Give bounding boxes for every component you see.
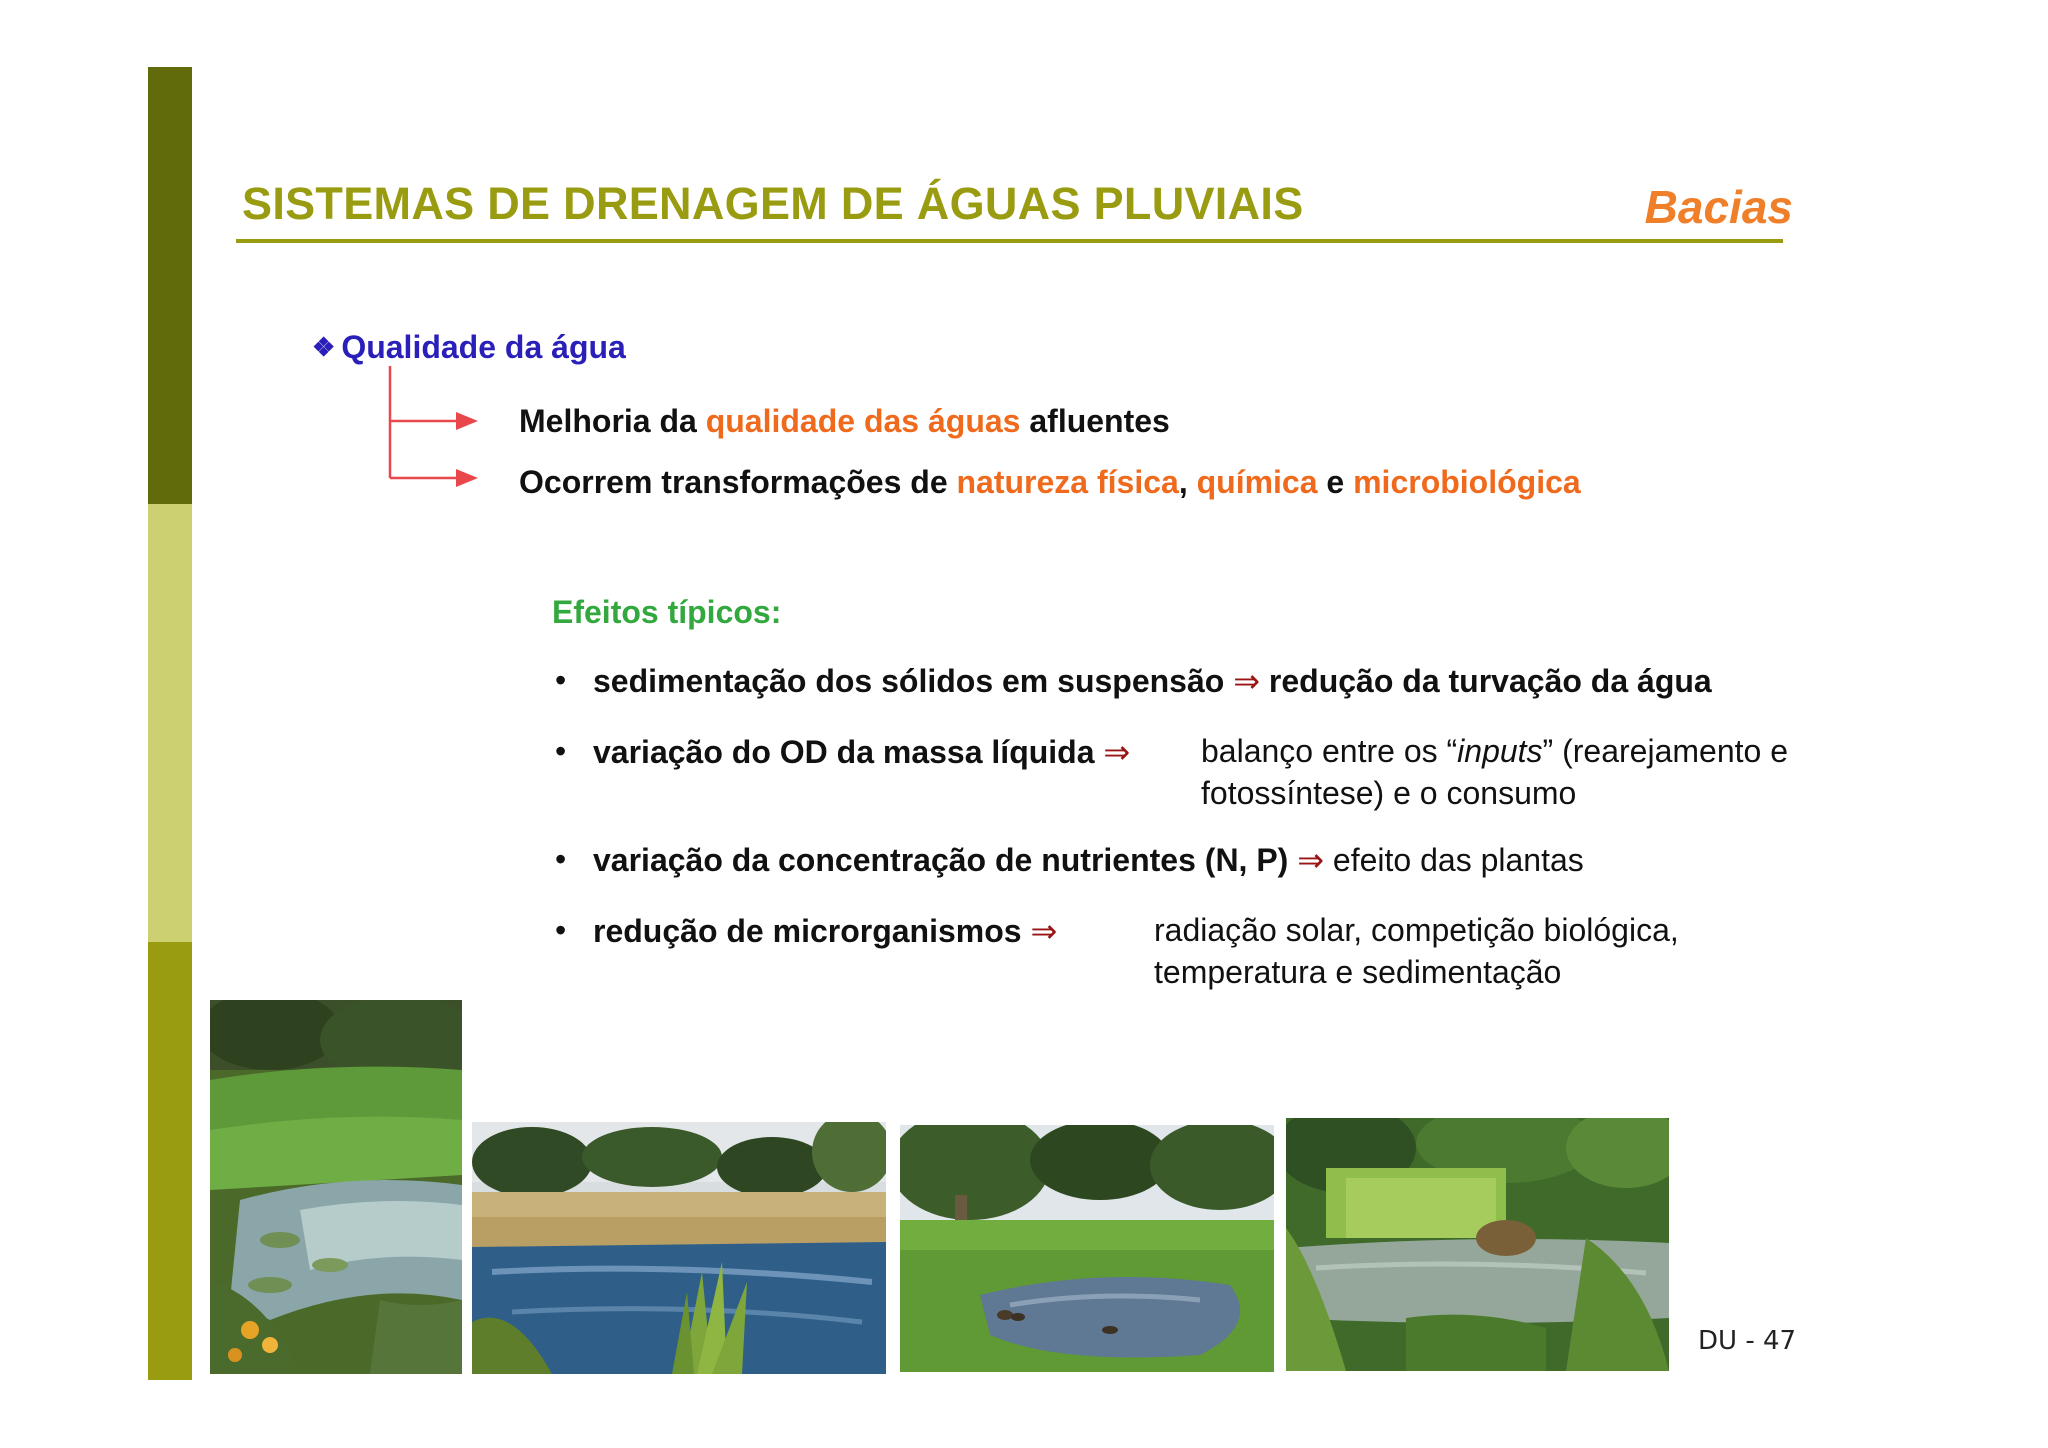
bullet-dot: • [555,733,567,769]
quality-line-improvement [519,403,1170,440]
effect-lead: variação do OD da massa líquida ⇒ [593,734,1131,770]
line1-text-a: Melhoria da [519,403,706,439]
sidebar-bar-light [148,504,192,942]
bullet-dot: • [555,662,567,698]
section-label: Bacias [1644,181,1793,233]
effects-heading: Efeitos típicos: [552,594,782,630]
branch-connector-icon [378,362,488,492]
line2-text-e: e [1317,464,1354,500]
sidebar-bar-mid [148,942,192,1380]
line2-text-c: , [1178,464,1197,500]
quality-heading-text: Qualidade da água [341,329,626,365]
line2-highlight-microbiological: microbiológica [1353,464,1581,500]
pond-photo-3 [900,1125,1274,1372]
title-divider [236,239,1783,243]
quality-line-transformations [519,464,1581,501]
bullet-dot: • [555,912,567,948]
implies-arrow-icon: ⇒ [1030,913,1058,949]
effect-consequence: efeito das plantas [1332,842,1584,878]
effect-consequence-line2: temperatura e sedimentação [1154,954,1562,990]
page-number: DU - 47 [1698,1326,1797,1356]
diamond-bullet-icon: ❖ [312,332,336,362]
bullet-dot: • [555,841,567,877]
line2-highlight-chemical: química [1196,464,1318,500]
pond-photo-1 [210,1000,462,1374]
effect-consequence-line2: fotossíntese) e o consumo [1201,775,1577,811]
effect-consequence-line1: radiação solar, competição biológica, [1154,912,1679,948]
effect-consequence: redução da turvação da água [1268,663,1712,699]
pond-photo-4 [1286,1118,1669,1371]
implies-arrow-icon: ⇒ [1297,842,1325,878]
quality-heading [312,329,626,366]
effect-consequence-line1: balanço entre os “inputs” (rearejamento e [1201,733,1788,769]
line1-text-c: afluentes [1020,403,1170,439]
effect-lead: variação da concentração de nutrientes (N, P) ⇒ efeito das plantas [593,842,1584,878]
effect-lead: redução de microrganismos ⇒ [593,913,1058,949]
line1-highlight: qualidade das águas [705,403,1021,439]
sidebar-bar-dark [148,67,192,504]
implies-arrow-icon: ⇒ [1233,663,1261,699]
implies-arrow-icon: ⇒ [1103,734,1131,770]
pond-photo-2 [472,1122,886,1374]
line2-highlight-physical: natureza física [956,464,1179,500]
line2-text-a: Ocorrem transformações de [519,464,957,500]
effect-lead: sedimentação dos sólidos em suspensão ⇒ redução da turvação da água [593,663,1712,699]
slide-title: SISTEMAS DE DRENAGEM DE ÁGUAS PLUVIAIS [242,178,1304,229]
